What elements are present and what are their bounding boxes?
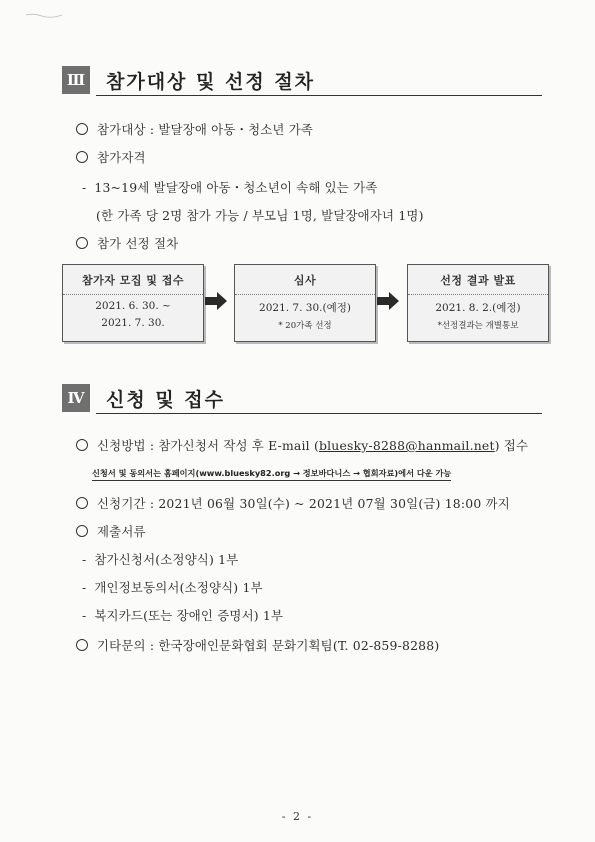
document-item: - 참가신청서(소정양식) 1부 — [82, 552, 239, 567]
flow-step-note: *선정결과는 개별통보 — [437, 321, 519, 331]
download-note: 신청서 및 동의서는 홈페이지(www.bluesky82.org → 정보바다니스 → 협회자료)에서 다운 가능 — [92, 468, 451, 481]
circle-bullet-icon — [76, 123, 88, 135]
selection-flow — [62, 264, 547, 342]
arrow-right-icon — [205, 292, 227, 310]
scan-smudge — [24, 12, 64, 18]
application-period-line: 신청기간 : 2021년 06월 30일(수) ~ 2021년 07월 30일(금) 18:00 까지 — [76, 494, 510, 512]
document-item: - 개인정보동의서(소정양식) 1부 — [82, 580, 263, 595]
flow-step-date: 2021. 8. 2.(예정) — [435, 302, 521, 314]
section-4-rule — [96, 413, 542, 414]
circle-bullet-icon — [76, 639, 88, 651]
participant-target-line: 참가대상 : 발달장애 아동・청소년 가족 — [76, 120, 313, 138]
dash-marker: - — [82, 180, 87, 195]
dash-marker: - — [82, 552, 87, 567]
flow-step-date: 2021. 6. 30. ~ — [95, 300, 171, 312]
section-4-title: 신청 및 접수 — [106, 389, 225, 411]
section-3-number: Ⅲ — [62, 66, 90, 94]
document-item: - 복지카드(또는 장애인 증명서) 1부 — [82, 608, 284, 623]
selection-procedure-line: 참가 선정 절차 — [76, 234, 178, 252]
section-4-header — [62, 384, 542, 414]
section-3-title: 참가대상 및 선정 절차 — [106, 71, 316, 93]
flow-step-note: * 20가족 선정 — [278, 321, 332, 331]
circle-bullet-icon — [76, 439, 88, 451]
flow-step-recruit — [62, 264, 204, 342]
flow-step-title: 참가자 모집 및 접수 — [63, 272, 203, 295]
section-3-header — [62, 66, 542, 96]
flow-step-date: 2021. 7. 30. — [101, 317, 165, 329]
qualification-line: 참가자격 — [76, 148, 146, 166]
circle-bullet-icon — [76, 525, 88, 537]
qualification-detail: - 13~19세 발달장애 아동・청소년이 속해 있는 가족 — [82, 180, 378, 195]
dash-marker: - — [82, 608, 87, 623]
section-4-number: Ⅳ — [62, 384, 90, 412]
inquiry-line: 기타문의 : 한국장애인문화협회 문화기획팀(T. 02-859-8288) — [76, 636, 439, 654]
flow-step-date: 2021. 7. 30.(예정) — [259, 302, 351, 314]
circle-bullet-icon — [76, 497, 88, 509]
arrow-right-icon — [377, 292, 399, 310]
circle-bullet-icon — [76, 151, 88, 163]
dash-marker: - — [82, 580, 87, 595]
application-method-line: 신청방법 : 참가신청서 작성 후 E-mail (bluesky-8288@hanmail.net) 접수 — [76, 436, 528, 454]
flow-step-title: 선정 결과 발표 — [408, 272, 548, 295]
flow-step-announce — [407, 264, 549, 342]
qualification-sub: (한 가족 당 2명 참가 가능 / 부모님 1명, 발달장애자녀 1명) — [96, 208, 424, 223]
documents-title-line: 제출서류 — [76, 522, 146, 540]
section-3-rule — [96, 95, 542, 96]
flow-step-title: 심사 — [235, 272, 375, 295]
email-link[interactable]: bluesky-8288@hanmail.net — [319, 438, 495, 453]
page-number: - 2 - — [281, 810, 314, 823]
flow-step-review — [234, 264, 376, 342]
circle-bullet-icon — [76, 237, 88, 249]
